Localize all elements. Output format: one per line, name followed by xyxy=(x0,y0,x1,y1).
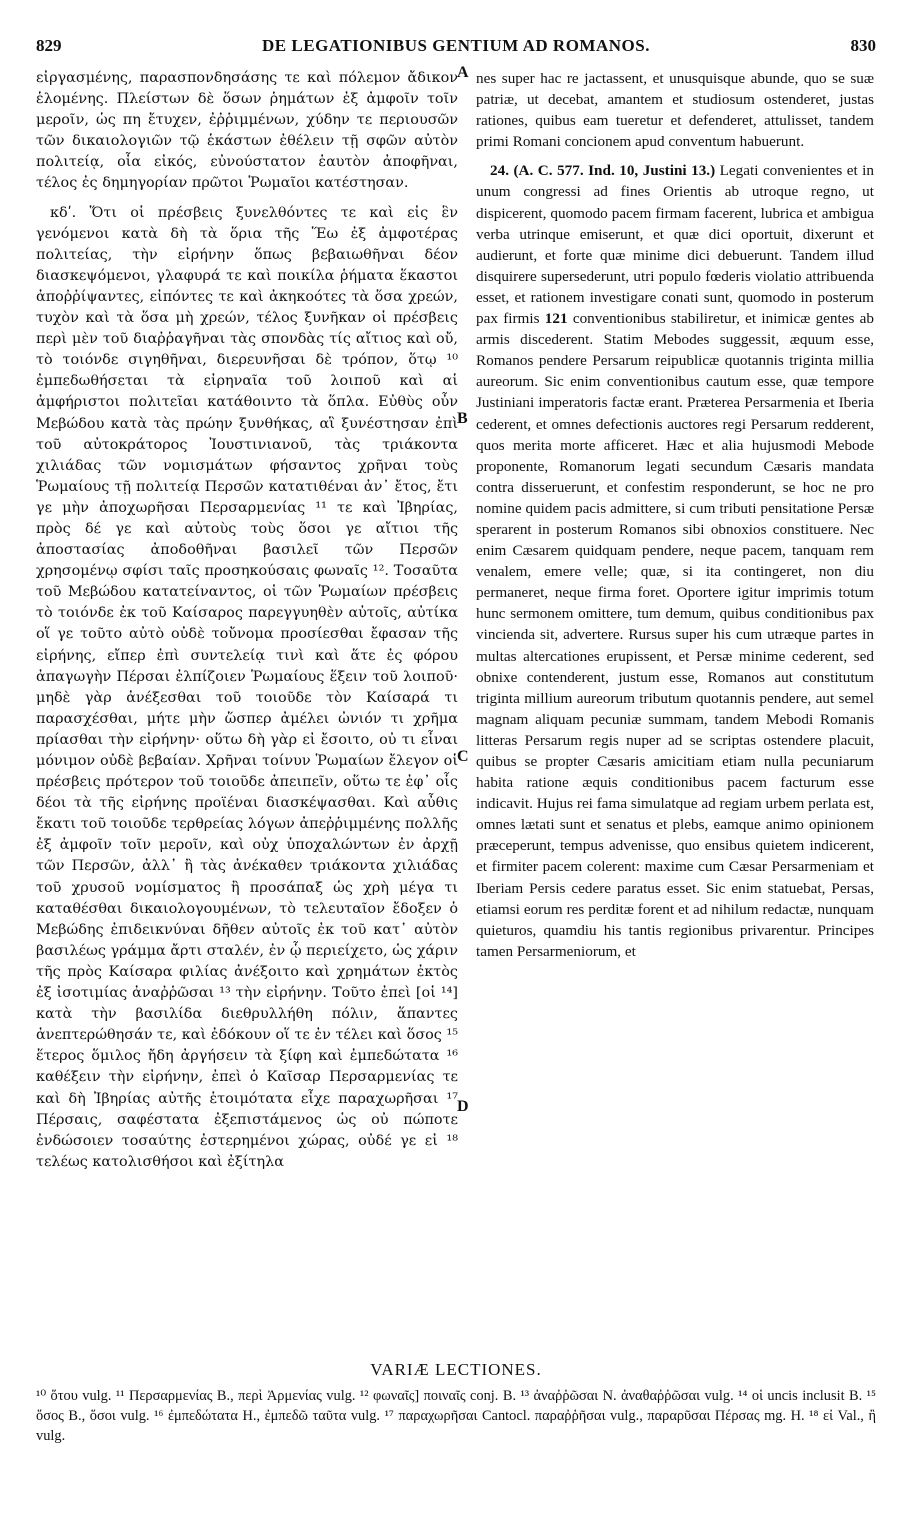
variae-lectiones xyxy=(36,1360,876,1446)
running-title: DE LEGATIONIBUS GENTIUM AD ROMANOS. xyxy=(262,36,650,55)
section-heading: 24. (A. C. 577. Ind. 10, Justini 13.) xyxy=(490,162,716,180)
greek-column xyxy=(36,68,458,1173)
latin-paragraph-2-continued: conventionibus stabiliretur, et inimicæ gentes ab armis discederent. Statim Mebodes suggessit, æquum esse, Romanos pendere Persarum reipublicæ quotannis triginta millia aureorum. Sic enim conventionibus cautum esse, quæ tempore Justiniani imperatoris factæ erant. Præterea Persarmenia et Iberia cederent, et omnes defectionis auctores regi Persarum redderent, quos merita morte afficeret. Hæc et alia hujusmodi Mebode proponente, Romanorum legati secundum Cæsaris mandata contra disseruerunt, et confestim responderunt, se hoc ne pro nomine quidem pacis admittere, si cum tributi pensitatione Persæ sperarent in posterum Romanos sibi obnoxios constituere. Nec enim Cæsarem quidquam pendere, neque pacem, tanquam rem venalem, emere velle; quæ, si ita contingeret, non diu permaneret, neque firma foret. Oportere igitur imprimis totum hunc sermonem omittere, tum demum, quibus conditionibus pax vincienda sit, advertere. Rursus super his cum utræque partes in multas altercationes erupissent, et Persæ minime cederent, sed obnixe contenderent, justum esse, Romanos aut constitutum triginta millium aureorum tributum quotannis pendere, aut semel magnam aliquam pecuniæ summam, tandem Mebodi Romanis litteras Persarum regis nuper ad se scriptas ostendere placuit, quibus se propter Cæsaris amicitiam etiam nulla pecuniarum habita ratione æquis conditionibus pacem facturum esse indicavit. Hujus rei fama simulatque ad regiam urbem perlata est, omnes lætati sunt et senatus et plebs, eamque animo opinionem præceperunt, tempus advenisse, quo ensibus quietem indicerent, et firmiter pacem colerent: maxime cum Cæsar Persarmeniam et Iberiam Persis cedere paratus esset. Sic enim statuebat, Persas, etiamsi eorum res perditæ forent et ad nihilum redactæ, nunquam quieturos, quamdiu his tantis regionibus privarentur. Principes tamen Persarmeniorum, et xyxy=(476,310,874,960)
page-marker: 121 xyxy=(544,310,568,328)
lections-notes: ¹⁰ ὅτου vulg. ¹¹ Περσαρμενίας B., περὶ Ἀρμενίας vulg. ¹² φωναῖς] ποιναῖς conj. B. ¹³ ἀναῤῥῶσαι N. ἀναθαῤῥῶσαι vulg. ¹⁴ οἱ uncis inclusit B. ¹⁵ ὅσος B., ὅσοι vulg. ¹⁶ ἐμπεδώτατα H., ἐμπεδῶ ταῦτα vulg. ¹⁷ παραχωρῆσαι Cantocl. παραῤῥῆσαι vulg., παραρῦσαι Πέρσας mg. H. ¹⁸ εἰ Val., ἢ vulg. xyxy=(36,1388,876,1444)
page-number-left: 829 xyxy=(36,36,62,55)
greek-paragraph-1: εἰργασμένης, παρασπονδησάσης τε καὶ πόλεμον ἄδικον ἑλομένης. Πλείστων δὲ ὅσων ῥημάτων ἐξ ἀμφοῖν τοῖν μεροῖν, ὡς πη ἔτυχεν, ἐῤῥιμμένων, χύδην τε περιουσῶν τῶν δικαιολογιῶν τῷ ἑκάστων ἐθέλειν τῇ σφῶν αὐτὸν πολιτείᾳ, οἷα εἰκός, εὐνούστατον ἑαυτὸν ἀποφῆναι, τέλος ἐς δημηγορίαν πρῶτοι Ῥωμαῖοι κατέστησαν. xyxy=(36,70,458,192)
latin-paragraph-1: nes super hac re jactassent, et unusquisque abunde, quo se suæ patriæ, ut decebat, amantem et studiosum ostenderet, justas rationes, quibus eam tueretur et defenderet, attulisset, tandem primi Romani concionem apud conventum habuerunt. xyxy=(476,70,874,151)
margin-letter-c: C xyxy=(457,748,469,765)
running-header xyxy=(36,36,876,60)
margin-letter-d: D xyxy=(457,1098,469,1115)
latin-column xyxy=(476,68,874,962)
page-number-right: 830 xyxy=(850,36,876,55)
lections-heading: VARIÆ LECTIONES. xyxy=(370,1360,542,1379)
margin-letters xyxy=(457,60,473,1160)
margin-letter-b: B xyxy=(457,410,468,427)
latin-paragraph-2 xyxy=(476,160,874,962)
latin-paragraph-2-text: Legati convenientes et in unum congressi ad fines Orientis ab utroque regno, ut dispicerent, quomodo pacem firmam facerent, lubrica et ambigua verba utrinque emiserunt, et quæ dici oportuit, dixerunt et audierunt, et forte quæ minime dici debuerunt. Tandem illud disquirere supersederunt, utri populo fœderis violatio attribuenda esset, et rationem investigare conati sunt, quomodo in posterum pax firmis xyxy=(476,162,874,328)
margin-letter-a: A xyxy=(457,64,469,81)
greek-paragraph-2: κδʹ. Ὅτι οἱ πρέσβεις ξυνελθόντες τε καὶ εἰς ἓν γενόμενοι κατὰ δὴ τὰ ὅρια τῆς Ἕω ἐξ ἀμφοτέρας πολιτείας, τὴν εἰρήνην ὅπως βεβαιωθῆναι δέον διασκεψόμενοι, γλαφυρά τε καὶ ποικίλα ῥήματα ἕκαστοι ἀποῤῥίψαντες, εἰπόντες τε καὶ ἀκηκοότες τὰ ὅσα χρεών, τυχὸν καὶ τὰ ὅσα μὴ χρεών, τέλος ξυνῆκαν οἱ πρέσβεις περὶ μὲν τοῦ διαῤῥαγῆναι τὰς σπονδὰς τίς αἴτιος καὶ οὔ, τὸ τοιόνδε σιγηθῆναι, διερευνῆσαι δὲ τρόπον, ὅτῳ ¹⁰ ἐμπεδωθήσεται τὰ εἰρηναῖα τοῦ λοιποῦ καὶ αἱ ἀμφήριστοι πολιτεῖαι κατάθοιντο τὰ ὅπλα. Εὐθὺς οὖν Μεβώδου κατὰ τὰς πρώην ξυνθήκας, αἳ ξυνέστησαν ἐπὶ τοῦ αὐτοκράτορος Ἰουστινιανοῦ, τὰς τριάκοντα χιλιάδας τῶν νομισμάτων φήσαντος χρῆναι τοὺς Ῥωμαίους τῇ πολιτείᾳ Περσῶν κατατιθέναι ἀν᾿ ἔτος, ἔτι γε μὴν ἀποχωρῆσαι Περσαρμενίας ¹¹ τε καὶ Ἰβηρίας, πρὸς δέ γε καὶ αὐτοὺς τοὺς ὅσοι γε αἴτιοι τῆς ἀποστασίας ἀποδοθῆναι βασιλεῖ τῶν Περσῶν χρησομένῳ σφίσι ταῖς προσηκούσαις φωναῖς ¹². Τοσαῦτα τοῦ Μεβώδου κατατείναντος, οἱ τῶν Ῥωμαίων πρέσβεις τὸ τοιόνδε ἐκ τοῦ Καίσαρος παρεγγυηθὲν αὐτοῖς, αὐτίκα οἵ γε τοῦτο αὐτὸ οὐδὲ τοὔνομα προσίεσθαι ἔφασαν τῆς εἰρήνης, εἴπερ ἐπὶ συντελείᾳ τινὶ καὶ ἅτε ἐς φόρου ἀπαγωγὴν Πέρσαι ἐλπίζοιεν Ῥωμαίους ἕξειν τοῦ λοιποῦ· μηδὲ γὰρ ἀνέξεσθαι τοῦ τοιοῦδε τὸν Καίσαρά τι παρασχέσθαι, μήτε μὴν ὥσπερ ἀμέλει ὠνιόν τι χρῆμα πρίασθαι τὴν εἰρήνην· οὕτω δὴ γὰρ εἰ ἔσοιτο, οὐ τι εἶναι μόνιμον οὐδὲ βεβαίαν. Χρῆναι τοίνυν Ῥωμαίων ἔλεγον οἱ πρέσβεις πρότερον τοῦ τοιοῦδε ἀπειπεῖν, οὕτω τε ἐφ᾿ οἷς δέοι τὰ τῆς εἰρήνης προϊέναι διασκέψασθαι. Καὶ αὖθις ἔκατι τοῦ τοιοῦδε τερθρείας λόγων ἀπεῤῥιμμένης πολλῆς ἐξ ἀμφοῖν τοῖν μεροῖν, καὶ οὐχ ὑποχαλώντων ἐν ἀρχῇ τῶν Περσῶν, ἀλλ᾿ ἢ τὰς ἀνέκαθεν τριάκοντα χιλιάδας τοῦ χρυσοῦ νομίσματος ἢ προσάπαξ ὡς χρὴ μέγα τι καταθέσθαι δικαιολογουμένων, τὸ τελευταῖον ἔδοξεν ὁ Μεβώδης ἐπιδεικνύναι δῆθεν αὐτοῖς ἐκ τοῦ κατ᾿ αὐτὸν βασιλέως γράμμα ἄρτι σταλέν, ἐν ᾧ περιείχετο, ὡς χάριν τῆς πρὸς Καίσαρα φιλίας ἀνέξοιτο καὶ χρημάτων ἐκτὸς ἐξ ἰσοτιμίας ἀναῤῥῶσαι ¹³ τὴν εἰρήνην. Τοῦτο ἐπεὶ [οἱ ¹⁴] κατὰ τὴν βασιλίδα διεθρυλλήθη πόλιν, ἅπαντες ἀνεπτερώθησάν τε, καὶ ἐδόκουν οἵ τε ἐν τέλει καὶ ὅσος ¹⁵ ἕτερος ὅμιλος ἤδη ἀργήσειν τὰ ξίφη καὶ ἐμπεδώτατα ¹⁶ καθέξειν τὴν εἰρήνην, ἐπεὶ ὁ Καῖσαρ Περσαρμενίας τε καὶ δὴ Ἰβηρίας αὐτῆς ἑτοιμότατα εἶχε παραχωρῆσαι ¹⁷ Πέρσαις, σαφέστατα ἐξεπιστάμενος ὡς οὐ πώποτε ἐνδώσοιεν τοσαύτης ἐστερημένοι χώρας, οὐδέ γε εἰ ¹⁸ τελέως κατολισθήσοι καὶ ἐξίτηλα xyxy=(36,204,458,1170)
